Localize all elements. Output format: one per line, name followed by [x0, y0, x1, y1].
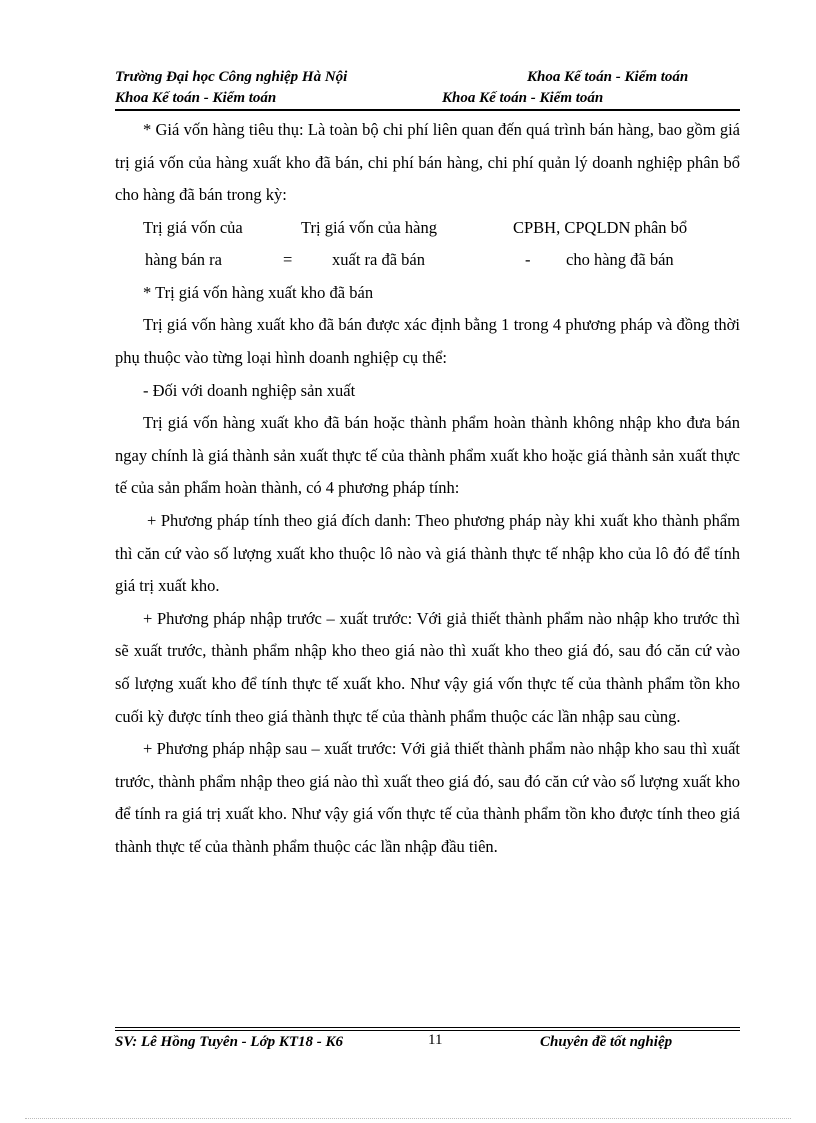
- formula-term-b-line1: Trị giá vốn của hàng: [301, 217, 437, 237]
- formula-equals: =: [283, 249, 293, 269]
- page-bottom-edge: [25, 1118, 791, 1119]
- formula-term-c-line1: CPBH, CPQLDN phân bổ: [513, 217, 688, 237]
- footer-student: SV: Lê Hồng Tuyên - Lớp KT18 - K6: [115, 1034, 344, 1050]
- footer-title: Chuyên đề tốt nghiệp: [540, 1034, 673, 1050]
- paragraph-fifo: + Phương pháp nhập trước – xuất trước: Với giả thiết thành phẩm nào nhập kho trước thì sẽ xuất trước, thành phẩm nhập kho theo giá nào thì xuất kho theo giá đó, sau đó căn cứ vào số lượng xuất kho để tính thực tế xuất kho. Như vậy giá vốn thực tế của thành phẩm tồn kho cuối kỳ được tính theo giá thành thực tế của thành phẩm thuộc các lần nhập sau cùng.: [115, 608, 740, 726]
- paragraph-methods-intro: Trị giá vốn hàng xuất kho đã bán được xác định bằng 1 trong 4 phương pháp và đồng thời phụ thuộc vào từng loại hình doanh nghiệp cụ thể:: [115, 315, 740, 367]
- paragraph-heading-cost-value: * Trị giá vốn hàng xuất kho đã bán: [143, 282, 374, 302]
- header-school-name: Trường Đại học Công nghiệp Hà Nội: [115, 69, 348, 85]
- paragraph-finished-goods: Trị giá vốn hàng xuất kho đã bán hoặc thành phẩm hoàn thành không nhập kho đưa bán ngay chính là giá thành sản xuất thực tế của thành phẩm xuất kho hoặc giá thành sản xuất thực tế của sản phẩm hoàn thành, có 4 phương pháp tính:: [115, 413, 740, 498]
- header-faculty-right: Khoa Kế toán - Kiểm toán: [527, 69, 689, 85]
- document-body: [115, 114, 740, 863]
- cost-formula: [115, 212, 740, 277]
- page-number: 11: [428, 1032, 443, 1048]
- paragraph-specific-identification: + Phương pháp tính theo giá đích danh: Theo phương pháp này khi xuất kho thành phẩm thì căn cứ vào số lượng xuất kho thuộc lô nào và giá thành thực tế nhập kho của lô đó để tính giá trị xuất kho.: [115, 510, 740, 596]
- header-faculty-center: Khoa Kế toán - Kiểm toán: [442, 90, 604, 106]
- paragraph-manufacturing: - Đối với doanh nghiệp sản xuất: [143, 380, 356, 400]
- footer-rule-bottom: [115, 1030, 740, 1031]
- header-rule: [115, 109, 740, 111]
- formula-minus: -: [525, 249, 531, 269]
- paragraph-lifo: + Phương pháp nhập sau – xuất trước: Với giả thiết thành phẩm nào nhập kho sau thì xuất trước, thành phẩm nhập theo giá nào thì xuất theo giá đó, sau đó căn cứ vào số lượng xuất kho để tính ra giá trị xuất kho. Như vậy giá vốn thực tế của thành phẩm tồn kho được tính theo giá thành thực tế của thành phẩm thuộc các lần nhập đầu tiên.: [115, 739, 740, 856]
- formula-term-c-line2: cho hàng đã bán: [566, 249, 674, 269]
- formula-term-b-line2: xuất ra đã bán: [332, 249, 425, 269]
- footer-rule-top: [115, 1027, 740, 1028]
- paragraph-cost-of-goods-sold: * Giá vốn hàng tiêu thụ: Là toàn bộ chi phí liên quan đến quá trình bán hàng, bao gồm giá trị giá vốn của hàng xuất kho đã bán, chi phí bán hàng, chi phí quản lý doanh nghiệp phân bổ cho hàng đã bán trong kỳ:: [115, 120, 740, 205]
- formula-term-a-line1: Trị giá vốn của: [143, 217, 243, 237]
- formula-term-a-line2: hàng bán ra: [145, 249, 222, 269]
- header-faculty-left: Khoa Kế toán - Kiểm toán: [115, 90, 277, 106]
